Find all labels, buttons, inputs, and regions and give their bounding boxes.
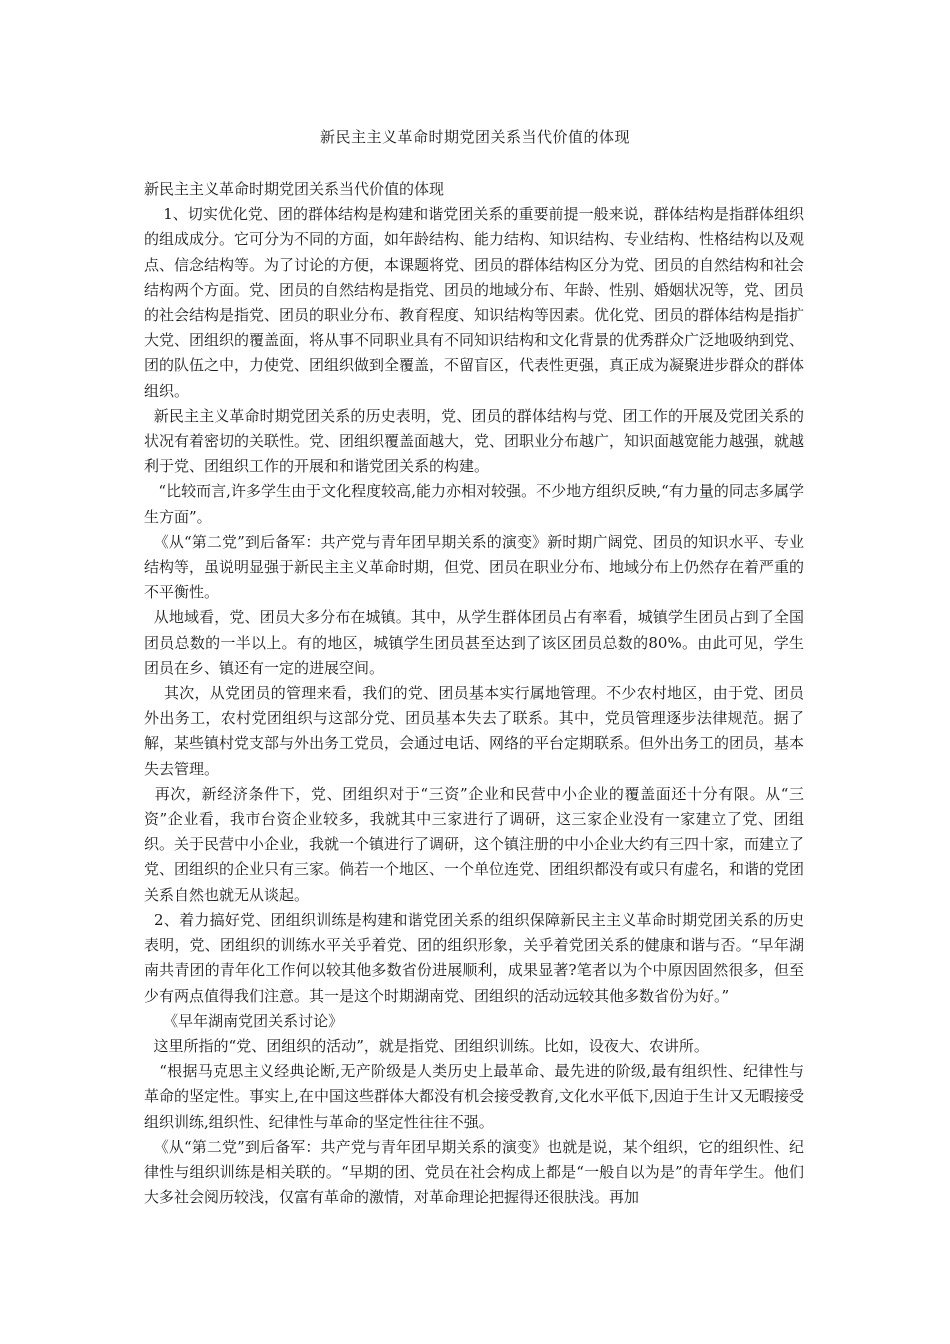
paragraph: 1、切实优化党、团的群体结构是构建和谐党团关系的重要前提一般来说，群体结构是指群体组织的组成成分。它可分为不同的方面，如年龄结构、能力结构、知识结构、专业结构、性格结构以及观点、信念结构等。为了讨论的方便，本课题将党、团员的群体结构区分为党、团员的自然结构和社会结构两个方面。党、团员的自然结构是指党、团员的地域分布、年龄、性别、婚姻状况等，党、团员的社会结构是指党、团员的职业分布、教育程度、知识结构等因素。优化党、团员的群体结构是指扩大党、团组织的覆盖面，将从事不同职业具有不同知识结构和文化背景的优秀群众广泛地吸纳到党、团的队伍之中，力使党、团组织做到全覆盖，不留盲区，代表性更强，真正成为凝聚进步群众的群体组织。	[144, 205, 805, 400]
paragraph-quote: “比较而言,许多学生由于文化程度较高,能力亦相对较强。不少地方组织反映,“有力量的同志多属学生方面”。	[144, 482, 804, 526]
paragraph: 其次，从党团员的管理来看，我们的党、团员基本实行属地管理。不少农村地区，由于党、团员外出务工，农村党团组织与这部分党、团员基本失去了联系。其中，党员管理逐步法律规范。据了解，某些镇村党支部与外出务工党员，会通过电话、网络的平台定期联系。但外出务工的团员，基本失去管理。	[144, 684, 805, 778]
paragraph: 再次，新经济条件下，党、团组织对于“三资”企业和民营中小企业的覆盖面还十分有限。从“三资”企业看，我市台资企业较多，我就其中三家进行了调研，这三家企业没有一家建立了党、团组织。关于民营中小企业，我就一个镇进行了调研，这个镇注册的中小企业大约有三四十家，而建立了党、团组织的企业只有三家。倘若一个地区、一个单位连党、团组织都没有或只有虚名，和谐的党团关系自然也就无从谈起。	[144, 784, 805, 904]
paragraph: 《从“第二党”到后备军：共产党与青年团早期关系的演变》新时期广阔党、团员的知识水平、专业结构等，虽说明显强于新民主主义革命时期，但党、团员在职业分布、地域分布上仍然存在着严重的不平衡性。	[144, 532, 805, 602]
paragraph-source: 《早年湖南党团关系讨论》	[144, 1011, 344, 1030]
document-title: 新民主主义革命时期党团关系当代价值的体现	[319, 128, 630, 146]
paragraph-quote: “根据马克思主义经典论断,无产阶级是人类历史上最革命、最先进的阶级,最有组织性、纪律性与革命的坚定性。事实上,在中国这些群体大都没有机会接受教育,文化水平低下,因迫于生计又无暇接受组织训练,组织性、纪律性与革命的坚定性往往不强。	[144, 1062, 804, 1131]
document-body	[144, 177, 804, 1210]
paragraph-subtitle: 新民主主义革命时期党团关系当代价值的体现	[144, 180, 445, 198]
paragraph: 《从“第二党”到后备军：共产党与青年团早期关系的演变》也就是说，某个组织，它的组织性、纪律性与组织训练是相关联的。“早期的团、党员在社会构成上都是“一般自以为是”的青年学生。他们大多社会阅历较浅，仅富有革命的激情，对革命理论把握得还很肤浅。再加	[144, 1137, 804, 1207]
paragraph: 从地域看，党、团员大多分布在城镇。其中，从学生群体团员占有率看，城镇学生团员占到了全国团员总数的一半以上。有的地区，城镇学生团员甚至达到了该区团员总数的80%。由此可见，学生团员在乡、镇还有一定的进展空间。	[144, 608, 804, 677]
paragraph: 2、着力搞好党、团组织训练是构建和谐党团关系的组织保障新民主主义革命时期党团关系的历史表明，党、团组织的训练水平关乎着党、团的组织形象，关乎着党团关系的健康和谐与否。“早年湖南共青团的青年化工作何以较其他多数省份进展顺利，成果显著?笔者以为个中原因固然很多，但至少有两点值得我们注意。其一是这个时期湖南党、团组织的活动远较其他多数省份为好。”	[144, 910, 804, 1005]
paragraph: 新民主主义革命时期党团关系的历史表明，党、团员的群体结构与党、团工作的开展及党团关系的状况有着密切的关联性。党、团组织覆盖面越大，党、团职业分布越广，知识面越宽能力越强，就越利于党、团组织工作的开展和和谐党团关系的构建。	[144, 406, 805, 476]
paragraph: 这里所指的“党、团组织的活动”，就是指党、团组织训练。比如，设夜大、农讲所。	[144, 1036, 709, 1055]
